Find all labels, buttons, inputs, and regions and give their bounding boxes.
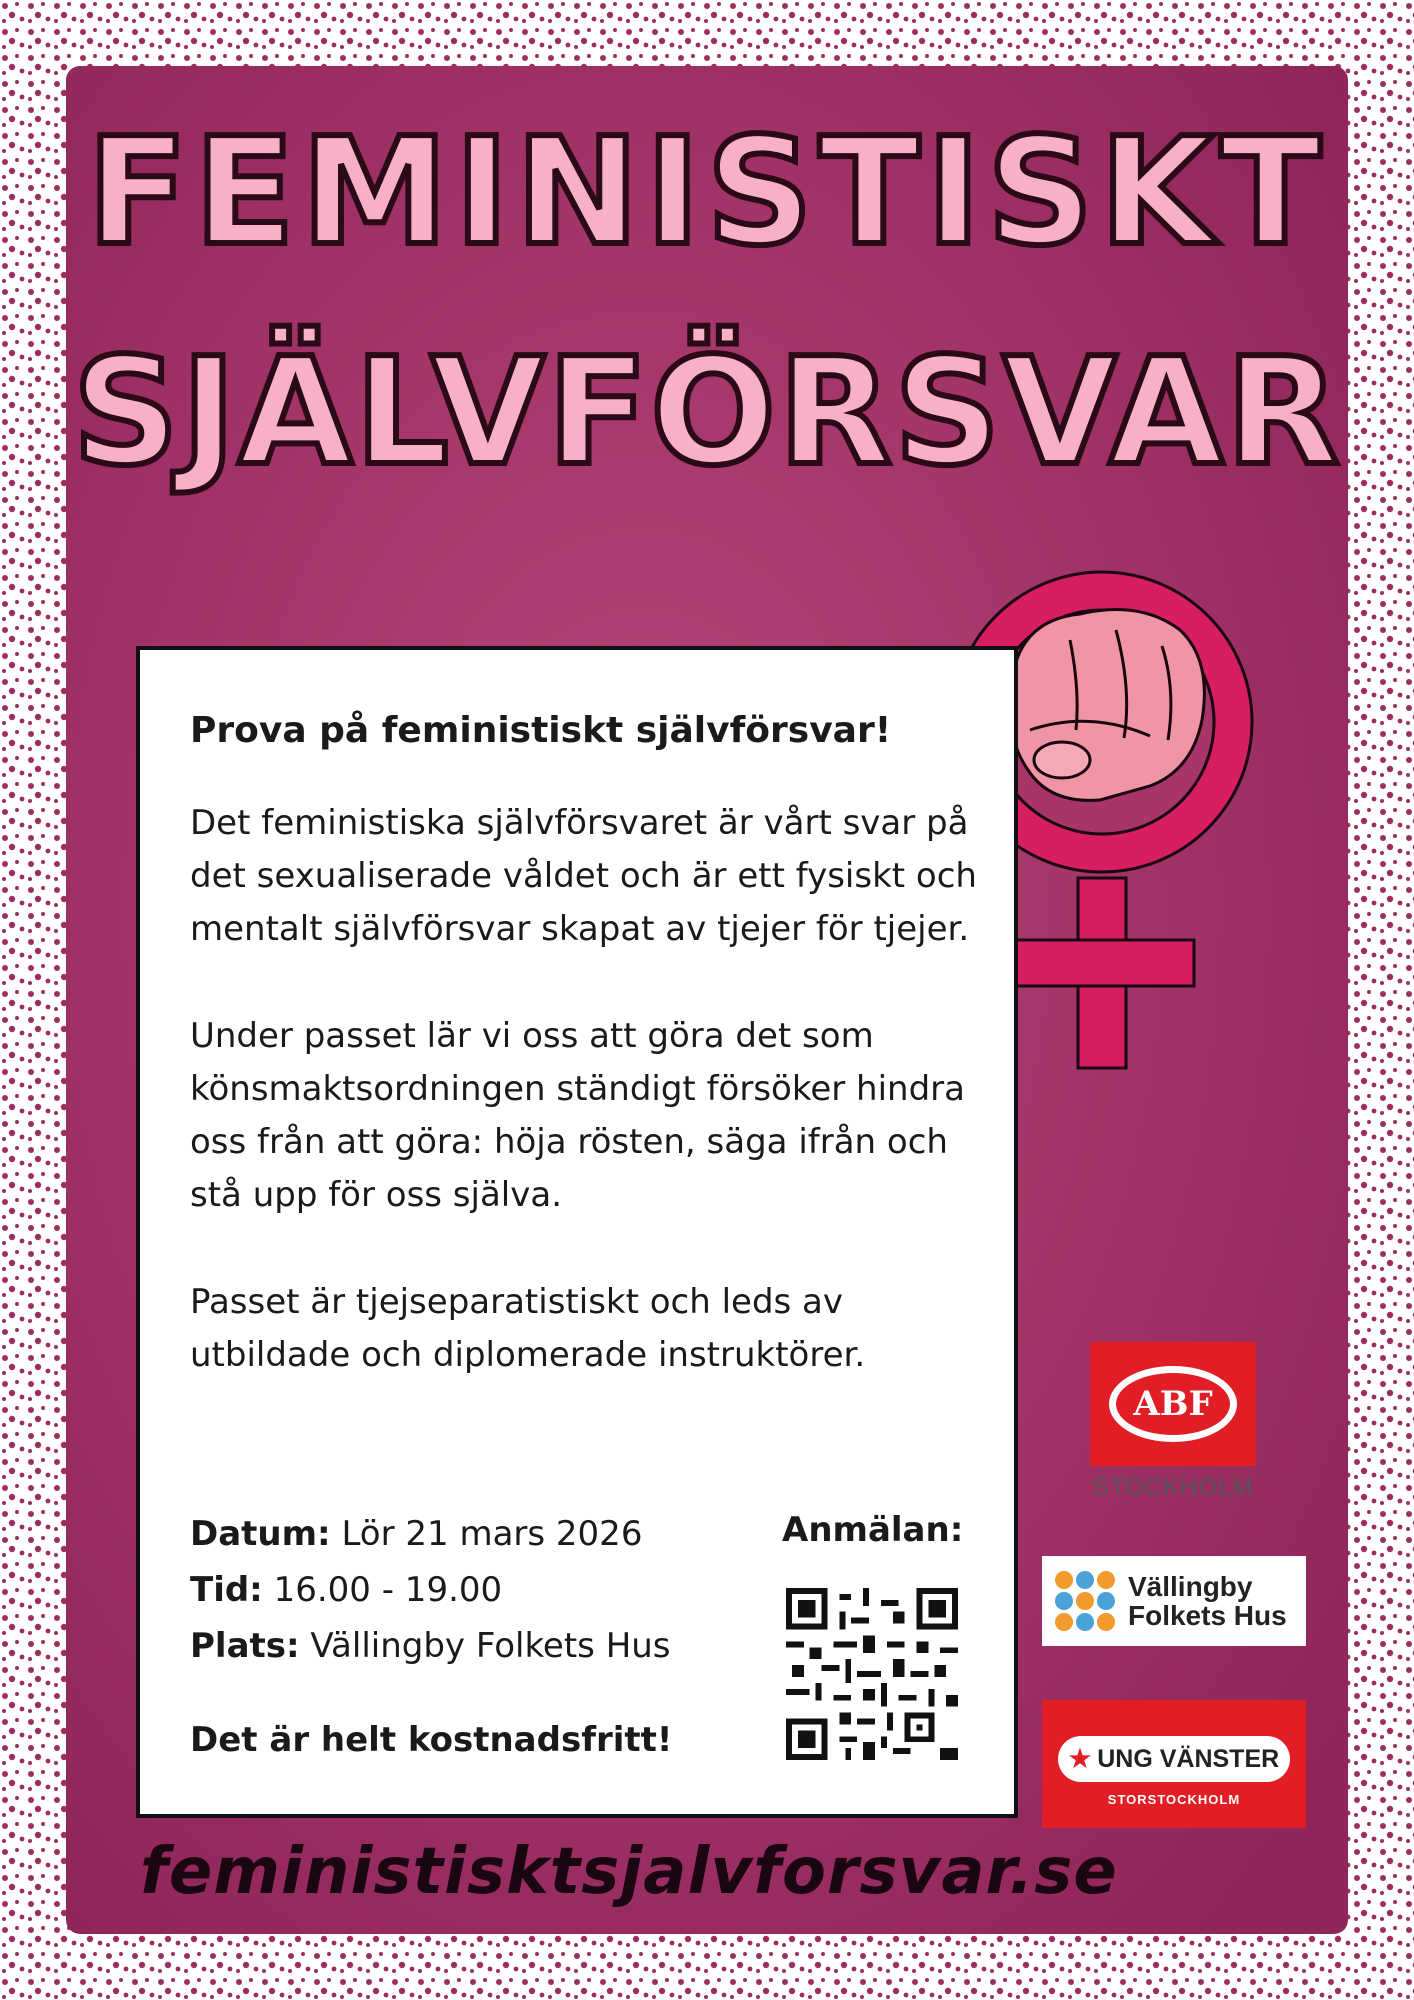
date-label: Datum:: [190, 1514, 331, 1554]
abf-logo: [1090, 1342, 1256, 1502]
abf-city: STOCKHOLM: [1092, 1474, 1254, 1501]
card-paragraph-2: Under passet lär vi oss att göra det som könsmaktsordningen ständigt försöker hindra oss från att göra: höja rösten, säga ifrån och stå upp för oss själva.: [190, 1016, 965, 1215]
vallingby-line-1: Vällingby: [1128, 1571, 1253, 1602]
qr-code-icon[interactable]: [786, 1588, 958, 1760]
website-url[interactable]: feministisktsjalvforsvar.se: [140, 1835, 1118, 1909]
vallingby-pattern-icon: [1052, 1566, 1118, 1636]
place-label: Plats:: [190, 1626, 300, 1666]
ung-vanster-logo: [1042, 1700, 1306, 1828]
card-paragraph-1: Det feministiska självförsvaret är vårt svar på det sexualiserade våldet och är ett fysiskt och mentalt självförsvar skapat av tjejer för tjejer.: [190, 803, 977, 949]
time-row: [190, 1562, 671, 1618]
ung-vanster-star-icon: ★: [1068, 1745, 1092, 1773]
signup-label: Anmälan:: [782, 1510, 964, 1550]
card-heading: Prova på feministiskt självförsvar!: [190, 710, 892, 751]
ung-vanster-text: UNG VÄNSTER: [1097, 1744, 1280, 1773]
abf-text: ABF: [1133, 1384, 1213, 1424]
poster-title-line-2: SJÄLVFÖRSVAR: [72, 326, 1342, 498]
place-value: Vällingby Folkets Hus: [299, 1626, 671, 1666]
date-row: [190, 1506, 671, 1562]
ung-vanster-city: STORSTOCKHOLM: [1107, 1792, 1241, 1807]
card-paragraph-3: Passet är tjejseparatistiskt och leds av utbildade och diplomerade instruktörer.: [190, 1282, 866, 1375]
info-card: [136, 646, 1018, 1818]
time-label: Tid:: [190, 1570, 263, 1610]
date-value: Lör 21 mars 2026: [330, 1514, 643, 1554]
time-value: 16.00 - 19.00: [262, 1570, 503, 1610]
abf-badge: [1090, 1342, 1256, 1466]
vallingby-logo: [1042, 1556, 1306, 1646]
free-text: Det är helt kostnadsfritt!: [190, 1720, 673, 1760]
event-details: [190, 1506, 671, 1674]
vallingby-line-2: Folkets Hus: [1128, 1600, 1287, 1631]
place-row: [190, 1618, 671, 1674]
poster-title-line-1: FEMINISTISKT: [86, 106, 1328, 278]
